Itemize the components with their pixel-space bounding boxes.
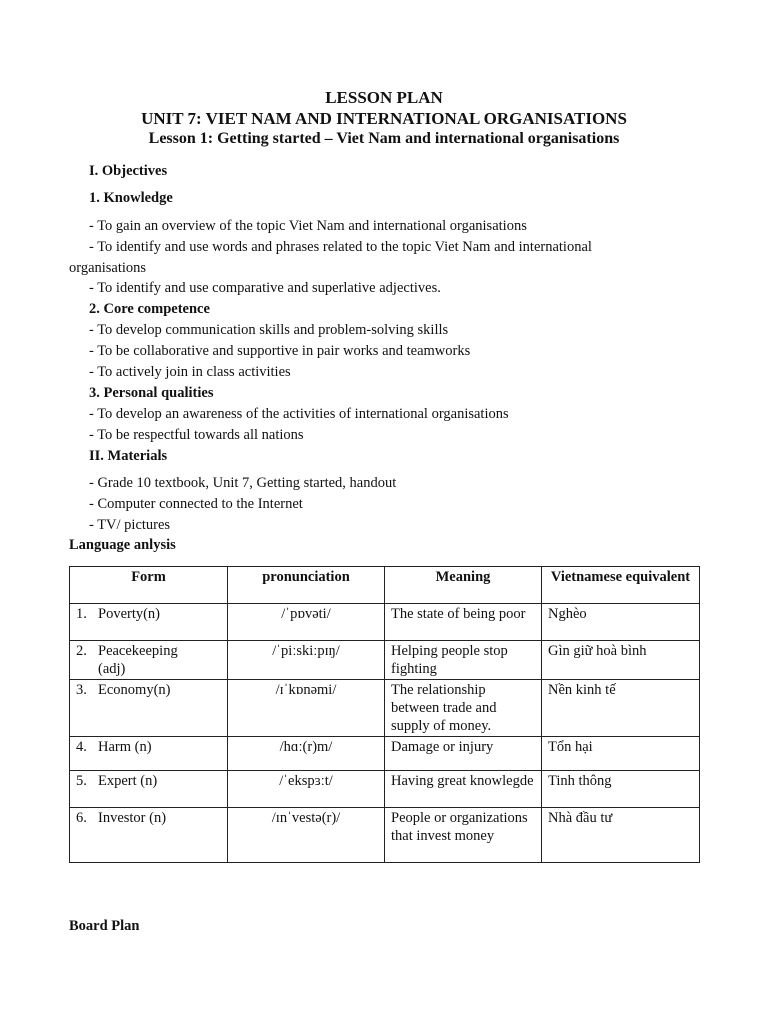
column-header-form: Form — [70, 567, 228, 604]
cell-form — [70, 641, 228, 680]
word-form: Poverty(n) — [98, 606, 161, 622]
table-row — [70, 680, 700, 737]
cell-pronunciation: /ˈekspɜːt/ — [228, 771, 385, 808]
unit-title: UNIT 7: VIET NAM AND INTERNATIONAL ORGANISATIONS — [141, 109, 627, 128]
word-form: Economy(n) — [98, 682, 171, 698]
row-number: 3. — [76, 682, 87, 698]
cell-meaning: The relationship between trade and supply of money. — [385, 680, 542, 737]
column-header-vietnamese: Vietnamese equivalent — [542, 567, 700, 604]
row-number: 6. — [76, 810, 87, 826]
word-form: Harm (n) — [98, 739, 152, 755]
cell-vietnamese: Nghèo — [542, 604, 700, 641]
core-item: - To actively join in class activities — [89, 364, 291, 380]
cell-form — [70, 737, 228, 771]
cell-vietnamese: Tinh thông — [542, 771, 700, 808]
word-form-continued: (adj) — [98, 661, 126, 677]
lesson-title: Lesson 1: Getting started – Viet Nam and international organisations — [148, 130, 620, 147]
cell-form — [70, 808, 228, 863]
objectives-heading: I. Objectives — [89, 163, 168, 179]
core-item: - To be collaborative and supportive in pair works and teamworks — [89, 343, 471, 359]
core-item: - To develop communication skills and problem-solving skills — [89, 322, 449, 338]
cell-pronunciation: /ɪnˈvestə(r)/ — [228, 808, 385, 863]
personal-item: - To develop an awareness of the activities of international organisations — [89, 406, 509, 422]
cell-form — [70, 604, 228, 641]
personal-item: - To be respectful towards all nations — [89, 427, 304, 443]
cell-vietnamese: Gìn giữ hoà bình — [542, 641, 700, 680]
row-number: 5. — [76, 773, 87, 789]
cell-pronunciation: /hɑː(r)m/ — [228, 737, 385, 771]
cell-meaning: Helping people stop fighting — [385, 641, 542, 680]
vocabulary-table — [69, 566, 700, 863]
table-row — [70, 737, 700, 771]
cell-form — [70, 771, 228, 808]
language-analysis-heading: Language anlysis — [69, 537, 176, 553]
column-header-meaning: Meaning — [385, 567, 542, 604]
cell-vietnamese: Nhà đầu tư — [542, 808, 700, 863]
cell-pronunciation: /ˈpɒvəti/ — [228, 604, 385, 641]
table-header-row — [70, 567, 700, 604]
cell-meaning: The state of being poor — [385, 604, 542, 641]
column-header-pronunciation: pronunciation — [228, 567, 385, 604]
personal-qualities-heading: 3. Personal qualities — [89, 385, 214, 401]
table-row — [70, 604, 700, 641]
materials-heading: II. Materials — [89, 448, 168, 464]
materials-item: - Computer connected to the Internet — [89, 496, 303, 512]
materials-item: - Grade 10 textbook, Unit 7, Getting started, handout — [89, 475, 397, 491]
knowledge-item: - To identify and use comparative and superlative adjectives. — [89, 280, 441, 296]
knowledge-item: - To identify and use words and phrases related to the topic Viet Nam and international — [89, 239, 592, 255]
cell-pronunciation: /ˈpiːskiːpɪŋ/ — [228, 641, 385, 680]
cell-vietnamese: Tổn hại — [542, 737, 700, 771]
cell-meaning: Having great knowlegde — [385, 771, 542, 808]
cell-meaning: People or organizations that invest money — [385, 808, 542, 863]
document-title: LESSON PLAN — [325, 88, 443, 107]
knowledge-item: - To gain an overview of the topic Viet Nam and international organisations — [89, 218, 527, 234]
word-form: Peacekeeping — [98, 643, 178, 659]
row-number: 2. — [76, 643, 87, 659]
board-plan-heading: Board Plan — [69, 918, 140, 934]
knowledge-heading: 1. Knowledge — [89, 190, 173, 206]
cell-form — [70, 680, 228, 737]
table-row — [70, 641, 700, 680]
table-row — [70, 808, 700, 863]
knowledge-item-continued: organisations — [69, 260, 147, 276]
core-competence-heading: 2. Core competence — [89, 301, 210, 317]
row-number: 1. — [76, 606, 87, 622]
cell-vietnamese: Nền kinh tế — [542, 680, 700, 737]
materials-item: - TV/ pictures — [89, 517, 171, 533]
word-form: Investor (n) — [98, 810, 167, 826]
cell-meaning: Damage or injury — [385, 737, 542, 771]
cell-pronunciation: /ɪˈkɒnəmi/ — [228, 680, 385, 737]
table-row — [70, 771, 700, 808]
row-number: 4. — [76, 739, 87, 755]
word-form: Expert (n) — [98, 773, 158, 789]
